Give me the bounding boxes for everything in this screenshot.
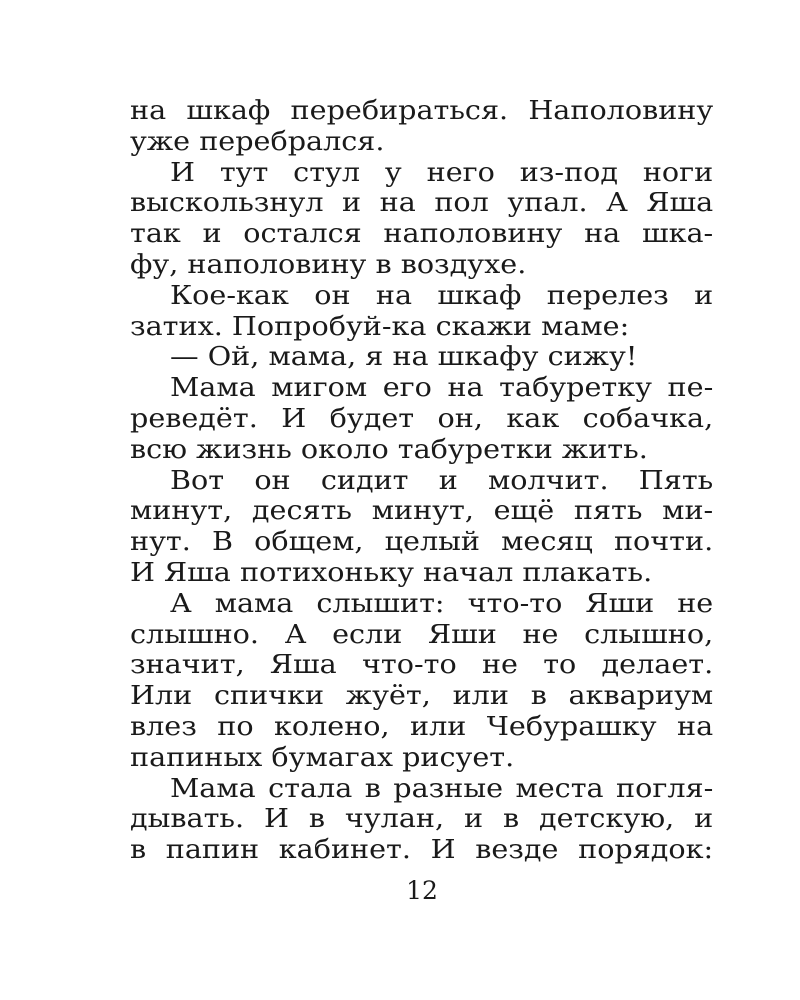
text-line: на шкаф перебираться. Наполовину: [130, 95, 714, 126]
text-line: затих. Попробуй-ка скажи маме:: [130, 310, 630, 342]
text-line: в папин кабинет. И везде порядок:: [130, 834, 714, 866]
text-line: А мама слышит: что-то Яши не: [170, 587, 714, 619]
text-line: папиных бумагах рисует.: [130, 741, 515, 773]
text-line: Вот он сидит и молчит. Пять: [170, 464, 714, 496]
text-line: влез по колено, или Чебурашку на: [130, 710, 714, 742]
text-line: И Яша потихоньку начал плакать.: [130, 556, 653, 588]
text-line: фу, наполовину в воздухе.: [130, 248, 527, 280]
text-line: — Ой, мама, я на шкафу сижу!: [170, 341, 638, 373]
text-line: И тут стул у него из-под ноги: [170, 156, 714, 188]
text-line: Мама стала в разные места погля-: [170, 772, 714, 804]
page-number: 12: [406, 876, 438, 905]
text-line: уже перебрался.: [130, 125, 385, 157]
text-line: дывать. И в чулан, и в детскую, и: [130, 803, 714, 835]
text-line: выскользнул и на пол упал. А Яша: [130, 187, 714, 219]
text-line: Мама мигом его на табуретку пе-: [170, 372, 714, 404]
text-line: минут, десять минут, ещё пять ми-: [130, 495, 714, 527]
text-line: так и остался наполовину на шка-: [130, 218, 714, 250]
text-line: Или спички жуёт, или в аквариум: [130, 680, 714, 712]
body-text: [130, 96, 714, 866]
text-line: всю жизнь около табуретки жить.: [130, 433, 648, 465]
text-line: слышно. А если Яши не слышно,: [130, 618, 714, 650]
text-line: Кое-как он на шкаф перелез и: [170, 279, 714, 311]
text-line: реведёт. И будет он, как собачка,: [130, 402, 714, 434]
text-line: нут. В общем, целый месяц почти.: [130, 526, 714, 558]
text-line: значит, Яша что-то не то делает.: [130, 649, 714, 681]
